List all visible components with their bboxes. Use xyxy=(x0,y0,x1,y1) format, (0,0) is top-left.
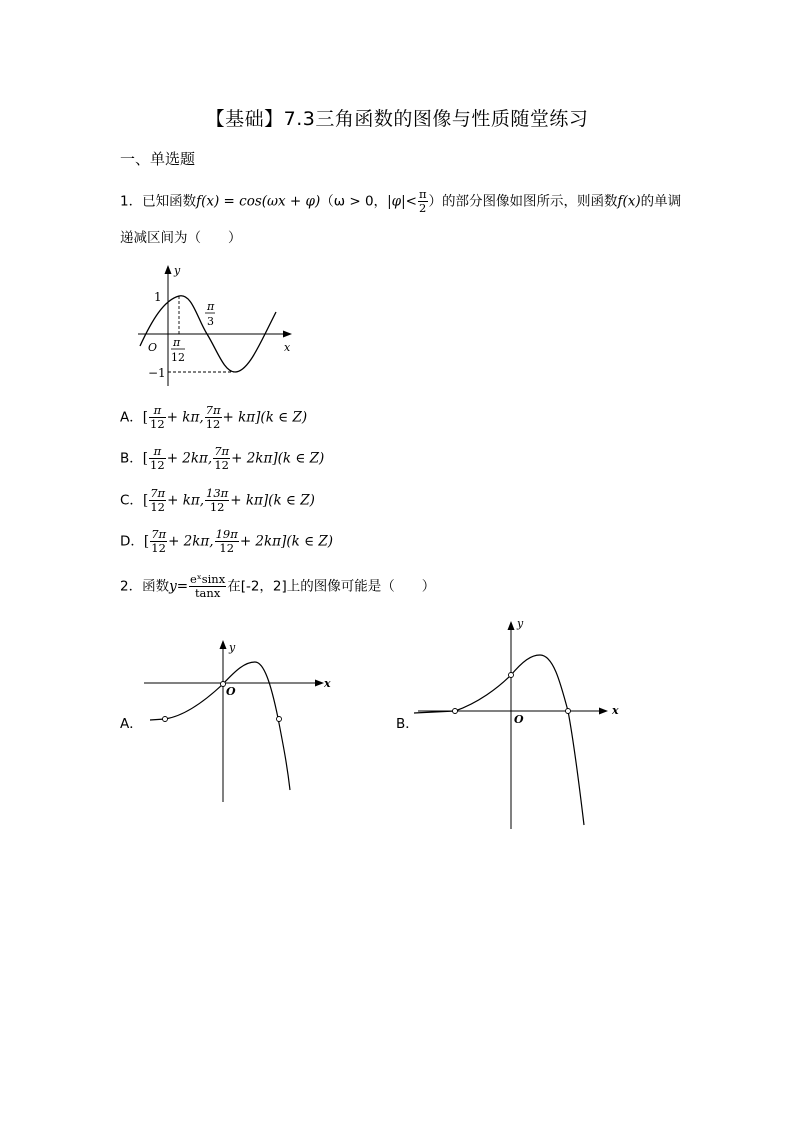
fraction-numerator: 19π xyxy=(215,527,238,541)
bracket: [ xyxy=(142,492,149,509)
option-b[interactable] xyxy=(120,445,324,472)
fraction-exsinx-over-tanx xyxy=(189,573,226,600)
tick-three-denominator: 3 xyxy=(207,315,214,328)
y-axis-arrow xyxy=(220,640,227,649)
option-label: A． xyxy=(120,409,143,426)
fraction-denominator: tanx xyxy=(194,586,221,600)
fraction-denominator: 12 xyxy=(214,458,229,472)
fraction xyxy=(213,445,230,472)
option-label: C． xyxy=(120,492,143,509)
question-number: 1． xyxy=(120,193,143,210)
option-term: + 2kπ, xyxy=(166,450,213,467)
fraction-numerator: 13π xyxy=(206,486,229,500)
hollow-point xyxy=(509,673,514,678)
option-term: + kπ](k ∈ Z) xyxy=(230,492,315,509)
y-label: y xyxy=(174,264,181,277)
fraction xyxy=(205,487,229,514)
fraction-numerator: 7π xyxy=(151,527,167,541)
tick-twelve-denominator: 12 xyxy=(171,351,185,364)
q1-cosine-graph xyxy=(134,260,298,390)
fraction xyxy=(149,404,166,431)
question-text: 函数 xyxy=(142,578,170,595)
question-text: ）的部分图像如图所示，则函数 xyxy=(428,193,618,210)
option-term: + kπ, xyxy=(166,409,204,426)
fraction-denominator: 12 xyxy=(151,541,166,555)
function-curve xyxy=(414,655,584,825)
x-axis-arrow xyxy=(599,708,608,715)
fraction xyxy=(150,528,167,555)
hollow-point xyxy=(221,682,226,687)
x-axis-arrow xyxy=(283,331,292,338)
fraction xyxy=(205,404,222,431)
y-equals: y= xyxy=(169,578,189,595)
fraction-denominator: 12 xyxy=(150,417,165,431)
q2-option-b-label[interactable]: B． xyxy=(396,716,419,732)
fraction-pi-over-2 xyxy=(418,188,428,215)
origin-label: O xyxy=(148,341,158,354)
question-number: 2． xyxy=(120,578,143,595)
origin-label: O xyxy=(514,713,524,726)
y-label: y xyxy=(229,641,236,654)
hollow-point xyxy=(566,709,571,714)
y-axis-arrow xyxy=(165,265,172,274)
option-term: + 2kπ](k ∈ Z) xyxy=(239,533,333,550)
fraction-denominator: 12 xyxy=(150,500,165,514)
option-term: + 2kπ](k ∈ Z) xyxy=(231,450,325,467)
fraction-numerator: π xyxy=(149,404,166,418)
fraction-denominator: 12 xyxy=(209,500,225,514)
x-label: x xyxy=(324,677,331,690)
fraction-numerator: 7π xyxy=(214,444,230,458)
fraction-numerator: π xyxy=(149,445,166,459)
fraction-denominator: 12 xyxy=(219,541,235,555)
page-title: 【基础】7.3三角函数的图像与性质随堂练习 xyxy=(205,108,589,130)
q2-option-a-graph[interactable] xyxy=(140,634,340,806)
option-term: + kπ](k ∈ Z) xyxy=(222,409,308,426)
question-text: 在[-2，2]上的图像可能是（ ） xyxy=(227,578,436,595)
question-1-line2: 递减区间为（ ） xyxy=(120,230,242,246)
function-curve xyxy=(150,662,290,790)
bracket: [ xyxy=(142,409,149,426)
tick-pi-numerator: π xyxy=(173,336,181,349)
question-text: 的单调 xyxy=(640,193,682,210)
hollow-point xyxy=(163,717,168,722)
hollow-point xyxy=(277,717,282,722)
x-axis-arrow xyxy=(315,680,324,687)
fraction-denominator: 12 xyxy=(150,458,165,472)
fraction xyxy=(215,528,239,555)
x-label: x xyxy=(284,341,291,354)
x-label: x xyxy=(612,704,619,717)
tick-label-neg-1: −1 xyxy=(148,366,166,380)
fraction-denominator: 12 xyxy=(205,417,221,431)
y-label: y xyxy=(517,617,524,630)
option-c[interactable] xyxy=(120,487,315,514)
option-label: D． xyxy=(120,533,144,550)
tick-label-1: 1 xyxy=(154,290,162,304)
function-name: f(x) xyxy=(617,193,641,210)
origin-label: O xyxy=(226,685,236,698)
hollow-point xyxy=(453,709,458,714)
fraction-numerator: 7π xyxy=(205,403,221,417)
tick-pi-numerator: π xyxy=(207,300,215,313)
q2-option-a-label[interactable]: A． xyxy=(120,716,143,732)
option-term: + 2kπ, xyxy=(168,533,214,550)
option-d[interactable] xyxy=(120,528,333,555)
condition-phi: |φ|< xyxy=(387,193,417,210)
question-text: 已知函数 xyxy=(142,193,197,210)
fraction-numerator: 7π xyxy=(150,486,166,500)
fraction xyxy=(149,445,166,472)
function-expression: f(x) = cos(ωx + φ) xyxy=(196,193,321,210)
option-term: + kπ, xyxy=(167,492,205,509)
bracket: [ xyxy=(142,450,149,467)
fraction-denominator: 2 xyxy=(419,201,427,215)
q2-option-b-graph[interactable] xyxy=(408,613,624,833)
question-1-line1 xyxy=(120,188,681,215)
bracket: [ xyxy=(143,533,150,550)
question-2-line1 xyxy=(120,573,435,600)
condition-text: （ω > 0， xyxy=(320,193,388,210)
fraction xyxy=(149,487,166,514)
fraction-numerator: π xyxy=(418,187,427,201)
option-label: B． xyxy=(120,450,143,467)
section-heading: 一、单选题 xyxy=(120,150,196,168)
option-a[interactable] xyxy=(120,404,307,431)
fraction-numerator: eˣsinx xyxy=(190,572,226,586)
y-axis-arrow xyxy=(508,621,515,630)
